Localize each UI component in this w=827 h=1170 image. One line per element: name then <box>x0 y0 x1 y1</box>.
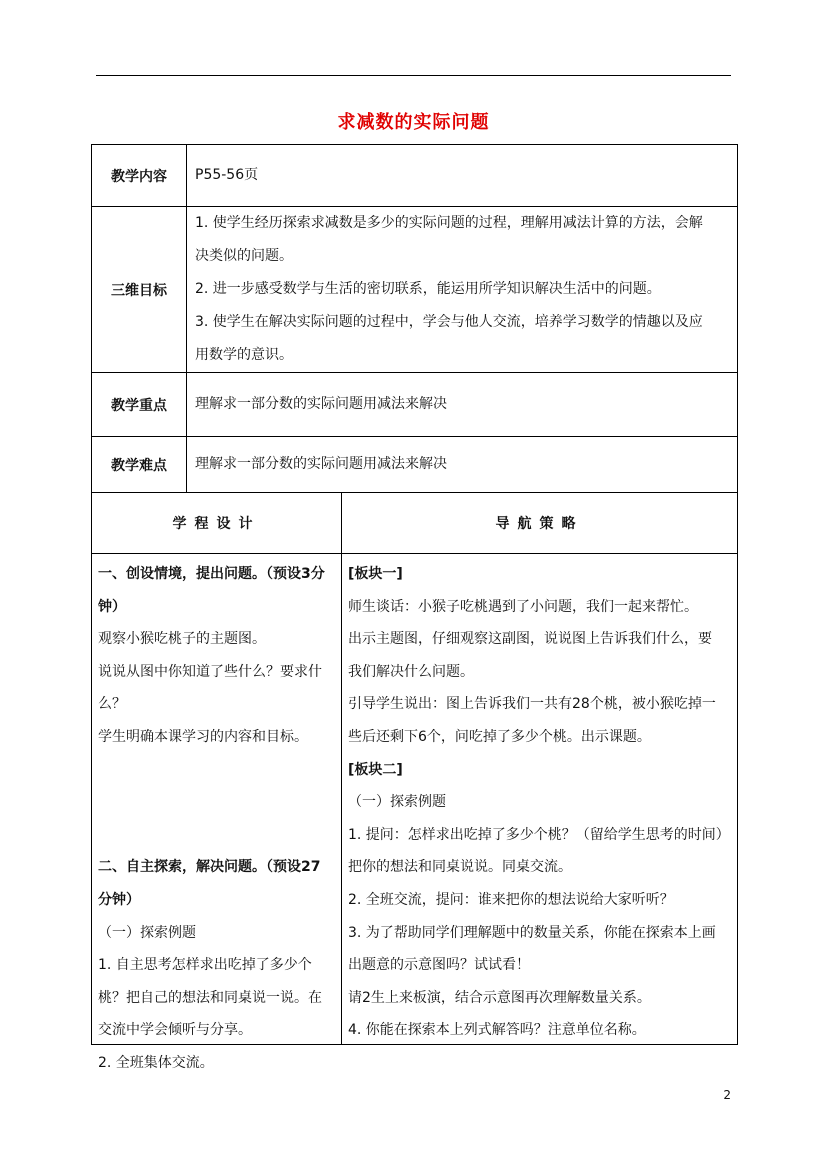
right-line: 把你的想法和同桌说说。同桌交流。 <box>348 859 572 876</box>
row-difficult <box>92 437 738 493</box>
right-line: 2. 全班交流，提问：谁来把你的想法说给大家听听？ <box>348 891 674 908</box>
left-line: 观察小猴吃桃子的主题图。 <box>98 631 266 648</box>
design-header <box>92 493 737 554</box>
row-design <box>92 493 738 1045</box>
right-line: 些后还剩下6个，问吃掉了多少个桃。出示课题。 <box>348 728 651 745</box>
row-goals <box>92 207 738 373</box>
right-line: 我们解决什么问题。 <box>348 663 474 680</box>
goal-line: 1. 使学生经历探索求减数是多少的实际问题的过程，理解用减法计算的方法，会解 <box>195 215 703 231</box>
row-key <box>92 373 738 437</box>
left-line: 二、自主探索，解决问题。（预设27 <box>98 859 321 876</box>
right-line: 4. 你能在探索本上列式解答吗？注意单位名称。 <box>348 1022 646 1039</box>
goal-line: 决类似的问题。 <box>195 248 293 264</box>
left-line: 说说从图中你知道了些什么？要求什 <box>98 663 322 680</box>
label-difficult: 教学难点 <box>92 437 187 493</box>
left-line: 分钟） <box>98 891 140 908</box>
right-line: 师生谈话：小猴子吃桃遇到了小问题，我们一起来帮忙。 <box>348 598 698 615</box>
right-line: 出示主题图，仔细观察这副图，说说图上告诉我们什么，要 <box>348 631 712 648</box>
left-line <box>98 819 335 852</box>
design-right-column <box>342 554 737 1044</box>
value-content: P55-56页 <box>187 145 738 207</box>
left-line <box>98 754 335 787</box>
lesson-plan-table <box>91 144 738 1071</box>
page-title: 求减数的实际问题 <box>337 112 490 133</box>
header-rule <box>96 75 731 76</box>
left-line: 么？ <box>98 696 126 713</box>
right-line: 1. 提问：怎样求出吃掉了多少个桃？（留给学生思考的时间） <box>348 826 730 843</box>
goal-line: 2. 进一步感受数学与生活的密切联系，能运用所学知识解决生活中的问题。 <box>195 281 661 297</box>
left-line: 钟） <box>98 598 126 615</box>
left-line: 交流中学会倾听与分享。 <box>98 1022 252 1039</box>
right-line: [板块一] <box>348 566 403 582</box>
row-content <box>92 145 738 207</box>
label-goals: 三维目标 <box>92 207 187 373</box>
left-line: 一、创设情境，提出问题。（预设3分 <box>98 566 325 582</box>
right-line: [板块二] <box>348 761 403 778</box>
right-line: 请2生上来板演，结合示意图再次理解数量关系。 <box>348 989 651 1006</box>
page-number: 2 <box>723 1088 731 1102</box>
left-line <box>98 786 335 819</box>
design-right-header: 导航策略 <box>495 516 584 532</box>
right-line: 出题意的示意图吗？试试看！ <box>348 957 530 974</box>
left-line: 2. 全班集体交流。 <box>98 1054 214 1071</box>
left-line: （一）探索例题 <box>98 924 196 941</box>
left-line: 桃？把自己的想法和同桌说一说。在 <box>98 989 322 1006</box>
design-body <box>92 554 737 1071</box>
design-left-header: 学程设计 <box>92 493 342 553</box>
right-line: 3. 为了帮助同学们理解题中的数量关系，你能在探索本上画 <box>348 924 716 941</box>
right-line: （一）探索例题 <box>348 794 446 811</box>
design-cell <box>92 493 738 1071</box>
value-difficult: 理解求一部分数的实际问题用减法来解决 <box>187 437 738 493</box>
design-left-column <box>92 554 342 1071</box>
goal-line: 用数学的意识。 <box>195 347 293 363</box>
left-line: 学生明确本课学习的内容和目标。 <box>98 728 308 745</box>
right-line: 引导学生说出：图上告诉我们一共有28个桃，被小猴吃掉一 <box>348 696 716 713</box>
label-content: 教学内容 <box>92 145 187 207</box>
label-key: 教学重点 <box>92 373 187 437</box>
left-line: 1. 自主思考怎样求出吃掉了多少个 <box>98 957 312 974</box>
goal-line: 3. 使学生在解决实际问题的过程中，学会与他人交流，培养学习数学的情趣以及应 <box>195 314 703 330</box>
value-key: 理解求一部分数的实际问题用减法来解决 <box>187 373 738 437</box>
value-goals <box>187 207 738 373</box>
